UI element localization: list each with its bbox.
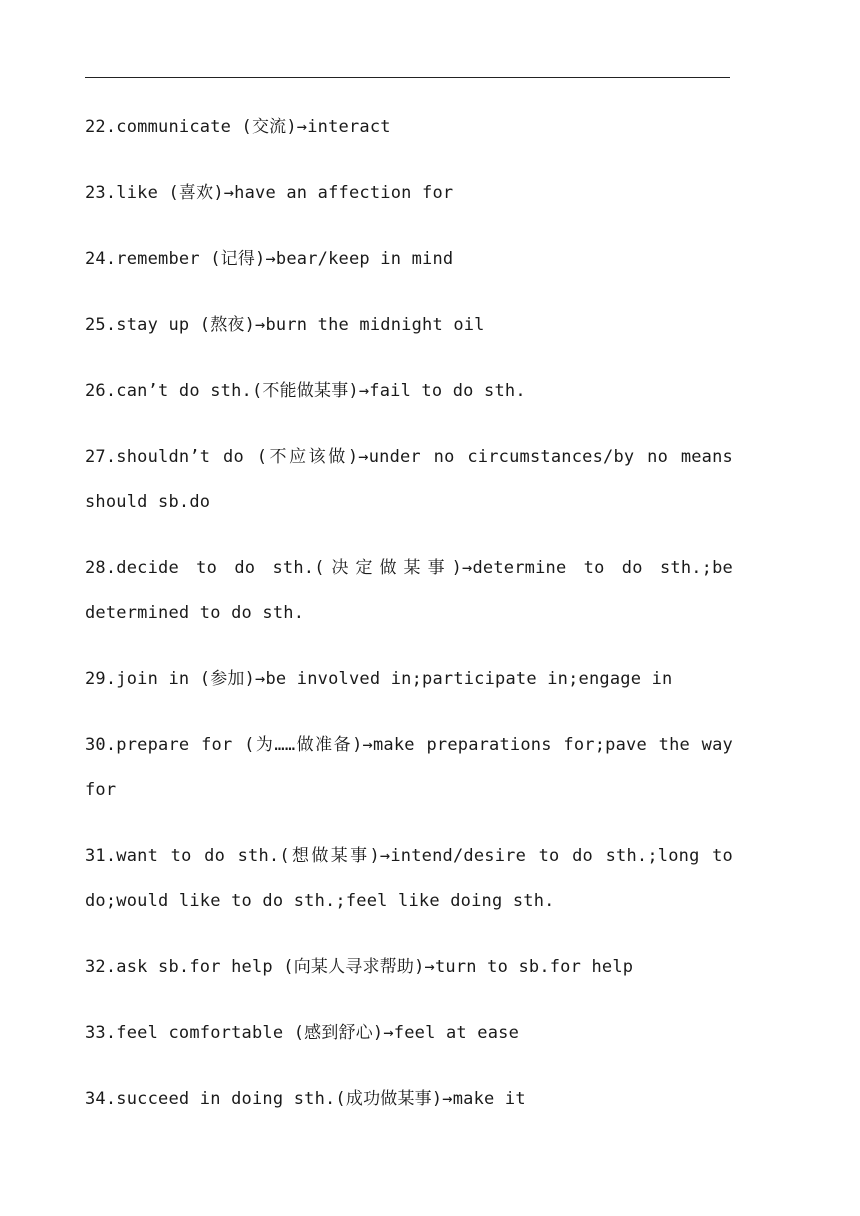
phrase-entry-33: 33.feel comfortable (感到舒心)→feel at ease xyxy=(85,1023,520,1043)
phrase-entry-23: 23.like (喜欢)→have an affection for xyxy=(85,183,454,203)
phrase-entry-28: 28.decide to do sth.(决定做某事)→determine to do sth.;be determined to do sth. xyxy=(85,558,733,623)
phrase-entry-27: 27.shouldn’t do (不应该做)→under no circumstances/by no means should sb.do xyxy=(85,447,733,512)
phrase-entry-32: 32.ask sb.for help (向某人寻求帮助)→turn to sb.for help xyxy=(85,957,634,977)
phrase-entry-31: 31.want to do sth.(想做某事)→intend/desire to do sth.;long to do;would like to do sth.;feel like doing sth. xyxy=(85,846,733,911)
phrase-entry-30: 30.prepare for (为……做准备)→make preparations for;pave the way for xyxy=(85,735,733,800)
phrase-entry-22: 22.communicate (交流)→interact xyxy=(85,117,391,137)
phrase-entry-34: 34.succeed in doing sth.(成功做某事)→make it xyxy=(85,1089,526,1109)
phrase-entry-24: 24.remember (记得)→bear/keep in mind xyxy=(85,249,454,269)
phrase-entry-25: 25.stay up (熬夜)→burn the midnight oil xyxy=(85,315,485,335)
phrase-entry-29: 29.join in (参加)→be involved in;participate in;engage in xyxy=(85,669,673,689)
phrase-entry-26: 26.can’t do sth.(不能做某事)→fail to do sth. xyxy=(85,381,526,401)
header-rule xyxy=(85,77,730,78)
